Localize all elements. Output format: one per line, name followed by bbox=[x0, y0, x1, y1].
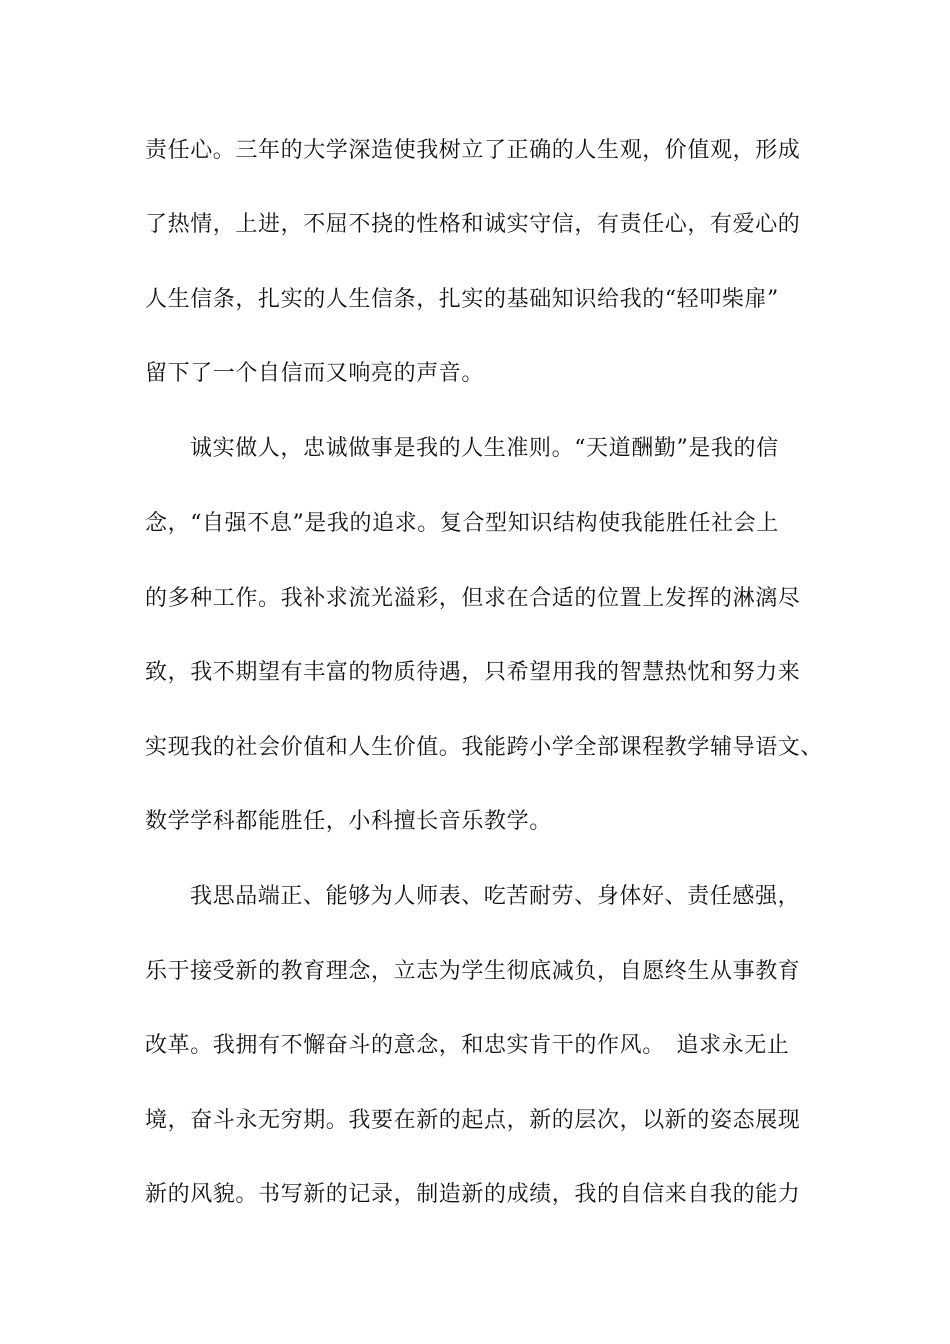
text-line: 数学学科都能胜任，小科擅长音乐教学。 bbox=[145, 809, 552, 834]
text-line: 新的风貌。书写新的记录，制造新的成绩，我的自信来自我的能力 bbox=[145, 1182, 801, 1207]
text-line: 境，奋斗永无穷期。我要在新的起点，新的层次，以新的姿态展现 bbox=[145, 1108, 801, 1133]
text-line: 乐于接受新的教育理念，立志为学生彻底减负，自愿终生从事教育 bbox=[145, 959, 801, 984]
text-line: 的多种工作。我补求流光溢彩，但求在合适的位置上发挥的淋漓尽 bbox=[145, 586, 801, 611]
text-line: 了热情，上进，不屈不挠的性格和诚实守信，有责任心，有爱心的 bbox=[145, 212, 801, 237]
text-line: 致，我不期望有丰富的物质待遇，只希望用我的智慧热忱和努力来 bbox=[145, 660, 801, 685]
text-line: 改革。我拥有不懈奋斗的意念，和忠实肯干的作风。 追求永无止 bbox=[145, 1033, 790, 1058]
text-line: 实现我的社会价值和人生价值。我能跨小学全部课程教学辅导语文、 bbox=[145, 735, 824, 760]
text-line: 念，“自强不息”是我的追求。复合型知识结构使我能胜任社会上 bbox=[145, 511, 779, 536]
text-line: 责任心。三年的大学深造使我树立了正确的人生观，价值观，形成 bbox=[145, 138, 801, 163]
text-line: 留下了一个自信而又响亮的声音。 bbox=[145, 361, 485, 386]
paragraph-first-line: 我思品端正、能够为人师表、吃苦耐劳、身体好、责任感强， bbox=[190, 884, 801, 909]
paragraph-first-line: 诚实做人，忠诚做事是我的人生准则。“天道酬勤”是我的信 bbox=[190, 436, 779, 461]
text-line: 人生信条，扎实的人生信条，扎实的基础知识给我的“轻叩柴扉” bbox=[145, 287, 779, 312]
